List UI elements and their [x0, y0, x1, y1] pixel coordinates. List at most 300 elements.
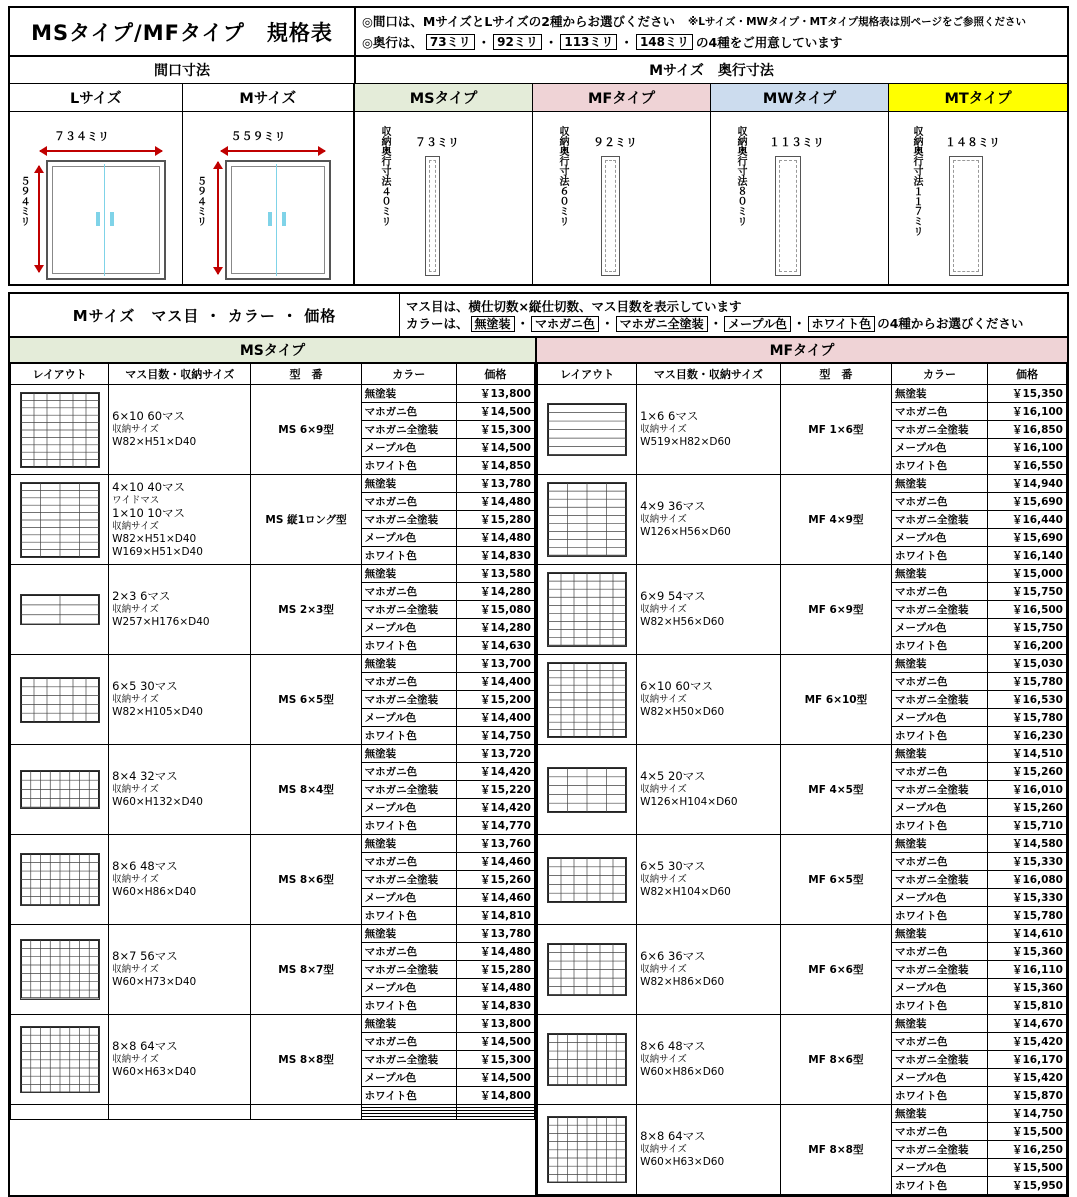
ms-layout-cell	[11, 745, 109, 835]
storage-size: W82×H51×D40	[112, 532, 197, 545]
ms-col-color: カラー	[361, 364, 456, 385]
ms-price-cell: ￥14,500	[456, 1033, 534, 1051]
dot-1: ・	[477, 35, 491, 50]
ms-layout-cell	[11, 655, 109, 745]
mf-price-cell: ￥15,330	[988, 889, 1067, 907]
ms-model-cell	[251, 1105, 361, 1120]
col-header-mf-type: MFタイプ	[533, 84, 711, 111]
ms-price-cell: ￥15,300	[456, 421, 534, 439]
ms-color-cell: メープル色	[361, 1069, 456, 1087]
mf-price-cell: ￥15,710	[988, 817, 1067, 835]
ms-color-cell: マホガニ色	[361, 1033, 456, 1051]
mf-color-cell: マホガニ全塗装	[891, 961, 987, 979]
ms-model-cell: MS 縦1ロング型	[251, 475, 361, 565]
ms-price-cell: ￥15,300	[456, 1051, 534, 1069]
storage-label: 収納サイズ	[112, 964, 159, 975]
mass-count: 4×5 20マス	[640, 769, 706, 783]
mf-color-cell: 無塗装	[891, 655, 987, 673]
mass-count: 6×5 30マス	[640, 859, 706, 873]
mf-color-cell: ホワイト色	[891, 547, 987, 565]
mf-color-cell: マホガニ全塗装	[891, 1141, 987, 1159]
ms-price-cell: ￥15,220	[456, 781, 534, 799]
section-label-depth: Mサイズ 奥行寸法	[649, 63, 774, 79]
storage-label: 収納サイズ	[112, 874, 159, 885]
ms-table-wrapper	[10, 363, 537, 1195]
ms-color-cell: マホガニ色	[361, 403, 456, 421]
mf-color-cell: 無塗装	[891, 745, 987, 763]
storage-label: 収納サイズ	[640, 424, 687, 435]
mf-price-cell: ￥15,360	[988, 943, 1067, 961]
mt-depth-section	[949, 156, 983, 276]
storage-label: 収納サイズ	[640, 784, 687, 795]
mf-color-cell: 無塗装	[891, 475, 987, 493]
layout-glyph	[547, 1033, 627, 1086]
mf-price-cell: ￥15,690	[988, 493, 1067, 511]
m-size-handle-left	[268, 212, 272, 226]
ms-layout-cell	[11, 1105, 109, 1120]
layout-glyph	[20, 392, 100, 468]
storage-size: W126×H104×D60	[640, 796, 738, 808]
storage-label: 収納サイズ	[112, 604, 159, 615]
ms-depth-section	[425, 156, 440, 276]
mf-color-cell: マホガニ色	[891, 853, 987, 871]
mf-price-cell: ￥16,200	[988, 637, 1067, 655]
ms-price-cell: ￥15,080	[456, 601, 534, 619]
ms-color-cell: 無塗装	[361, 835, 456, 853]
mf-header-row	[538, 364, 1067, 385]
price-table-block	[8, 292, 1069, 1197]
mf-depth-section	[601, 156, 620, 276]
m-size-cabinet	[225, 160, 331, 280]
mf-price-cell: ￥15,350	[988, 385, 1067, 403]
storage-size: W60×H86×D60	[640, 1066, 725, 1078]
ms-color-cell: ホワイト色	[361, 1087, 456, 1105]
mf-color-cell: マホガニ色	[891, 583, 987, 601]
depth-value-73: 73ミリ	[426, 34, 475, 50]
mf-color-cell: ホワイト色	[891, 1087, 987, 1105]
depth-value-113: 113ミリ	[560, 34, 617, 50]
ms-model-cell: MS 8×4型	[251, 745, 361, 835]
mf-price-cell: ￥15,420	[988, 1033, 1067, 1051]
ms-color-cell: メープル色	[361, 439, 456, 457]
mf-color-cell: マホガニ色	[891, 1123, 987, 1141]
layout-glyph	[547, 662, 627, 738]
m-size-width-arrow	[221, 150, 325, 152]
layout-glyph	[547, 857, 627, 903]
header-block	[8, 6, 1069, 286]
ms-mass-cell	[109, 925, 251, 1015]
drawing-mf-depth	[533, 112, 711, 284]
table-row	[11, 745, 535, 763]
storage-label: 収納サイズ	[640, 874, 687, 885]
l-size-cabinet-inner	[52, 166, 160, 274]
mf-color-cell: マホガニ色	[891, 763, 987, 781]
note-1-text: ◎間口は、MサイズとLサイズの2種からお選びください	[362, 14, 676, 29]
ms-color-cell: マホガニ色	[361, 763, 456, 781]
ms-model-cell: MS 8×8型	[251, 1015, 361, 1105]
mf-color-cell: マホガニ色	[891, 673, 987, 691]
ms-price-cell: ￥14,830	[456, 547, 534, 565]
mf-price-cell: ￥15,260	[988, 799, 1067, 817]
mass-count: 6×6 36マス	[640, 949, 706, 963]
mf-color-cell: ホワイト色	[891, 727, 987, 745]
type-band-mf: MFタイプ	[537, 338, 1067, 362]
storage-size: W257×H176×D40	[112, 616, 210, 628]
storage-label: 収納サイズ	[640, 1144, 687, 1155]
mf-color-cell: マホガニ全塗装	[891, 421, 987, 439]
ms-color-cell	[361, 1117, 456, 1120]
mf-layout-cell	[538, 655, 637, 745]
m-size-height-label: ５９４ミリ	[194, 176, 206, 226]
ms-price-cell: ￥14,280	[456, 583, 534, 601]
ms-color-cell: ホワイト色	[361, 547, 456, 565]
mf-price-cell: ￥15,500	[988, 1159, 1067, 1177]
m-size-divider	[276, 164, 277, 276]
mf-layout-cell	[538, 565, 637, 655]
table-row	[11, 565, 535, 583]
ms-mass-cell	[109, 835, 251, 925]
mf-price-cell: ￥16,010	[988, 781, 1067, 799]
ms-layout-cell	[11, 475, 109, 565]
storage-label: 収納サイズ	[112, 424, 159, 435]
storage-size: W82×H86×D60	[640, 976, 725, 988]
table-columns	[10, 363, 1067, 1195]
ms-price-cell: ￥14,800	[456, 1087, 534, 1105]
table-row	[538, 385, 1067, 403]
ms-color-cell: マホガニ色	[361, 943, 456, 961]
mf-depth-inner	[605, 160, 616, 272]
storage-size: W82×H56×D60	[640, 616, 725, 628]
mf-price-cell: ￥14,580	[988, 835, 1067, 853]
mass-count: 6×9 54マス	[640, 589, 706, 603]
ms-color-cell: ホワイト色	[361, 817, 456, 835]
ms-price-cell: ￥14,420	[456, 799, 534, 817]
mf-mass-cell	[637, 1015, 781, 1105]
mf-price-cell: ￥16,550	[988, 457, 1067, 475]
table-row	[538, 655, 1067, 673]
ms-inner-depth-label: 収納奥行寸法４０ミリ	[379, 126, 391, 226]
mf-price-cell: ￥15,870	[988, 1087, 1067, 1105]
ms-price-cell: ￥13,800	[456, 1015, 534, 1033]
layout-glyph	[20, 482, 100, 558]
mf-price-cell: ￥14,750	[988, 1105, 1067, 1123]
storage-label: 収納サイズ	[112, 784, 159, 795]
ms-price-cell: ￥14,830	[456, 997, 534, 1015]
mt-inner-depth-label: 収納奥行寸法１１７ミリ	[911, 126, 923, 236]
storage-size: W82×H104×D60	[640, 886, 731, 898]
storage-size: W519×H82×D60	[640, 436, 731, 448]
type-band-ms: MSタイプ	[10, 338, 537, 362]
mf-price-cell: ￥14,610	[988, 925, 1067, 943]
ms-color-cell: メープル色	[361, 799, 456, 817]
mf-layout-cell	[538, 925, 637, 1015]
sep-4: ・	[793, 316, 806, 331]
mf-color-cell: マホガニ全塗装	[891, 511, 987, 529]
ms-mass-cell	[109, 475, 251, 565]
drawing-m-size	[183, 112, 356, 284]
mf-mass-cell	[637, 745, 781, 835]
mf-price-cell: ￥14,510	[988, 745, 1067, 763]
ms-color-cell: マホガニ全塗装	[361, 781, 456, 799]
ms-price-cell	[456, 1117, 534, 1120]
mass-count: 8×7 56マス	[112, 949, 178, 963]
table-row	[538, 835, 1067, 853]
ms-price-cell: ￥14,400	[456, 709, 534, 727]
table-row	[538, 565, 1067, 583]
ms-price-cell: ￥13,800	[456, 385, 534, 403]
l-size-width-label: ７３４ミリ	[54, 130, 109, 143]
ms-header-row	[11, 364, 535, 385]
mass-count: 8×4 32マス	[112, 769, 178, 783]
ms-depth-inner	[429, 160, 436, 272]
color-option-mahogany-full: マホガニ全塗装	[616, 316, 708, 332]
mf-model-cell: MF 6×5型	[780, 835, 891, 925]
ms-mass-cell	[109, 655, 251, 745]
ms-color-cell: マホガニ色	[361, 583, 456, 601]
ms-layout-cell	[11, 385, 109, 475]
ms-price-cell: ￥14,480	[456, 979, 534, 997]
ms-price-cell: ￥13,720	[456, 745, 534, 763]
ms-price-cell: ￥13,760	[456, 835, 534, 853]
table-row	[538, 475, 1067, 493]
mf-col-layout: レイアウト	[538, 364, 637, 385]
ms-color-cell: 無塗装	[361, 745, 456, 763]
mf-price-cell: ￥16,500	[988, 601, 1067, 619]
mf-color-cell: メープル色	[891, 529, 987, 547]
mf-price-cell: ￥15,810	[988, 997, 1067, 1015]
mf-color-cell: メープル色	[891, 619, 987, 637]
mf-color-cell: マホガニ色	[891, 493, 987, 511]
mt-depth-inner	[953, 160, 979, 272]
ms-color-cell: マホガニ全塗装	[361, 961, 456, 979]
mf-price-cell: ￥16,110	[988, 961, 1067, 979]
ms-color-cell: メープル色	[361, 619, 456, 637]
col-header-l-size: Lサイズ	[10, 84, 183, 111]
ms-layout-cell	[11, 1015, 109, 1105]
mf-layout-cell	[538, 385, 637, 475]
ms-depth-label: ７３ミリ	[415, 136, 460, 149]
price-note-1: マス目は、横仕切数×縦仕切数、マス目数を表示しています	[406, 299, 742, 314]
color-option-white: ホワイト色	[808, 316, 876, 332]
type-band-row	[10, 338, 1067, 363]
price-table-title: Mサイズ マス目 ・ カラー ・ 価格	[10, 294, 400, 336]
ms-color-cell: マホガニ全塗装	[361, 1051, 456, 1069]
ms-color-cell: マホガニ全塗装	[361, 871, 456, 889]
color-option-maple: メープル色	[724, 316, 791, 332]
mf-price-cell: ￥16,140	[988, 547, 1067, 565]
mass-count: 4×9 36マス	[640, 499, 706, 513]
col-header-m-size: Mサイズ	[183, 84, 356, 111]
storage-size: W60×H73×D40	[112, 976, 197, 988]
ms-color-cell: マホガニ色	[361, 853, 456, 871]
color-option-mahogany: マホガニ色	[531, 316, 599, 332]
header-section-row	[10, 57, 1067, 84]
mf-mass-cell	[637, 1105, 781, 1195]
mf-model-cell: MF 8×8型	[780, 1105, 891, 1195]
ms-price-cell: ￥15,280	[456, 961, 534, 979]
table-row	[538, 745, 1067, 763]
mf-color-cell: マホガニ全塗装	[891, 1051, 987, 1069]
ms-price-cell: ￥15,280	[456, 511, 534, 529]
header-drawing-row	[10, 112, 1067, 284]
sep-2: ・	[601, 316, 614, 331]
ms-color-cell: 無塗装	[361, 1015, 456, 1033]
mf-price-cell: ￥16,100	[988, 439, 1067, 457]
l-size-divider	[104, 164, 105, 276]
mf-price-cell: ￥15,260	[988, 763, 1067, 781]
ms-price-cell: ￥14,400	[456, 673, 534, 691]
mass-count: 6×5 30マス	[112, 679, 178, 693]
mass-count: 8×6 48マス	[112, 859, 178, 873]
table-row	[538, 925, 1067, 943]
mf-color-cell: マホガニ全塗装	[891, 691, 987, 709]
mf-price-cell: ￥15,360	[988, 979, 1067, 997]
layout-glyph	[20, 677, 100, 723]
ms-price-cell: ￥14,500	[456, 1069, 534, 1087]
mf-color-cell: メープル色	[891, 1069, 987, 1087]
storage-label: 収納サイズ	[640, 964, 687, 975]
mf-layout-cell	[538, 475, 637, 565]
note-line-2	[362, 33, 1061, 51]
mf-color-cell: メープル色	[891, 979, 987, 997]
ms-color-cell: ホワイト色	[361, 727, 456, 745]
mf-price-cell: ￥15,780	[988, 907, 1067, 925]
header-notes	[356, 8, 1067, 55]
mf-color-cell: マホガニ全塗装	[891, 871, 987, 889]
mf-color-cell: マホガニ全塗装	[891, 601, 987, 619]
storage-size: W82×H105×D40	[112, 706, 203, 718]
l-size-handle-left	[96, 212, 100, 226]
ms-price-cell: ￥14,480	[456, 529, 534, 547]
ms-model-cell: MS 2×3型	[251, 565, 361, 655]
ms-mass-cell	[109, 385, 251, 475]
mf-color-cell: ホワイト色	[891, 997, 987, 1015]
mf-color-cell: メープル色	[891, 439, 987, 457]
sheet-title	[10, 8, 356, 55]
layout-glyph	[547, 943, 627, 996]
mf-price-cell: ￥15,330	[988, 853, 1067, 871]
ms-price-cell: ￥14,480	[456, 943, 534, 961]
layout-glyph	[20, 594, 100, 626]
layout-glyph	[20, 770, 100, 809]
mf-price-cell: ￥16,100	[988, 403, 1067, 421]
price-table-header	[10, 294, 1067, 338]
ms-color-cell: メープル色	[361, 529, 456, 547]
mf-model-cell: MF 6×10型	[780, 655, 891, 745]
mf-layout-cell	[538, 1105, 637, 1195]
depth-value-148: 148ミリ	[636, 34, 693, 50]
m-size-height-arrow	[217, 162, 219, 274]
ms-color-cell: 無塗装	[361, 385, 456, 403]
mf-price-cell: ￥14,940	[988, 475, 1067, 493]
mf-color-cell: マホガニ色	[891, 943, 987, 961]
ms-color-cell: ホワイト色	[361, 997, 456, 1015]
ms-price-cell: ￥13,780	[456, 475, 534, 493]
l-size-height-label: ５９４ミリ	[18, 176, 29, 226]
storage-size: W82×H50×D60	[640, 706, 725, 718]
mf-mass-cell	[637, 655, 781, 745]
layout-glyph	[547, 403, 627, 456]
mf-mass-cell	[637, 475, 781, 565]
table-row	[11, 835, 535, 853]
ms-price-cell: ￥14,480	[456, 493, 534, 511]
mf-price-cell: ￥15,500	[988, 1123, 1067, 1141]
mf-mass-cell	[637, 385, 781, 475]
ms-layout-cell	[11, 835, 109, 925]
ms-color-cell: 無塗装	[361, 925, 456, 943]
ms-price-cell: ￥14,750	[456, 727, 534, 745]
table-row	[11, 925, 535, 943]
storage-size: W82×H51×D40	[112, 436, 197, 448]
note-1-sub: ※Lサイズ・MWタイプ・MTタイプ規格表は別ページをご参照ください	[688, 15, 1026, 28]
price-note-2	[406, 315, 1061, 332]
ms-layout-cell	[11, 925, 109, 1015]
ms-price-cell: ￥14,810	[456, 907, 534, 925]
ms-price-cell: ￥14,770	[456, 817, 534, 835]
mf-mass-cell	[637, 925, 781, 1015]
mf-price-cell: ￥15,000	[988, 565, 1067, 583]
storage-label: 収納サイズ	[112, 520, 159, 532]
mass-count: 8×8 64マス	[640, 1129, 706, 1143]
ms-price-cell: ￥14,420	[456, 763, 534, 781]
mf-col-mass: マス目数・収納サイズ	[637, 364, 781, 385]
l-size-width-arrow	[40, 150, 162, 152]
mf-price-cell: ￥15,420	[988, 1069, 1067, 1087]
mf-price-cell: ￥16,250	[988, 1141, 1067, 1159]
mf-price-cell: ￥15,030	[988, 655, 1067, 673]
mf-color-cell: ホワイト色	[891, 637, 987, 655]
mf-color-cell: マホガニ色	[891, 403, 987, 421]
ms-price-cell: ￥14,630	[456, 637, 534, 655]
ms-col-mass: マス目数・収納サイズ	[109, 364, 251, 385]
ms-table	[10, 363, 535, 1120]
ms-color-cell: メープル色	[361, 709, 456, 727]
mf-model-cell: MF 1×6型	[780, 385, 891, 475]
color-option-none: 無塗装	[471, 316, 515, 332]
drawing-l-size	[10, 112, 183, 284]
mass-count: 8×6 48マス	[640, 1039, 706, 1053]
mf-color-cell: メープル色	[891, 709, 987, 727]
mf-col-price: 価格	[988, 364, 1067, 385]
mf-color-cell: 無塗装	[891, 925, 987, 943]
dot-2: ・	[544, 35, 558, 50]
col-header-mt-type: MTタイプ	[889, 84, 1067, 111]
mf-price-cell: ￥15,690	[988, 529, 1067, 547]
layout-glyph	[20, 853, 100, 906]
mf-color-cell: ホワイト色	[891, 1177, 987, 1195]
ms-color-cell: メープル色	[361, 889, 456, 907]
m-size-cabinet-inner	[231, 166, 325, 274]
ms-price-cell: ￥14,460	[456, 853, 534, 871]
mf-table-wrapper	[537, 363, 1067, 1195]
table-row	[11, 655, 535, 673]
mw-depth-section	[775, 156, 801, 276]
ms-price-cell: ￥14,500	[456, 403, 534, 421]
ms-color-cell: マホガニ全塗装	[361, 691, 456, 709]
mf-layout-cell	[538, 1015, 637, 1105]
ms-color-cell: ホワイト色	[361, 457, 456, 475]
mf-color-cell: 無塗装	[891, 835, 987, 853]
table-row	[11, 385, 535, 403]
mf-model-cell: MF 4×9型	[780, 475, 891, 565]
l-size-height-arrow	[38, 166, 40, 272]
price-note-2-suffix: の4種からお選びください	[877, 316, 1024, 331]
mf-price-cell: ￥15,750	[988, 583, 1067, 601]
note-2-prefix: ◎奥行は、	[362, 35, 423, 50]
ms-color-cell: マホガニ全塗装	[361, 421, 456, 439]
mass-count: 2×3 6マス	[112, 589, 171, 603]
ms-model-cell: MS 6×5型	[251, 655, 361, 745]
